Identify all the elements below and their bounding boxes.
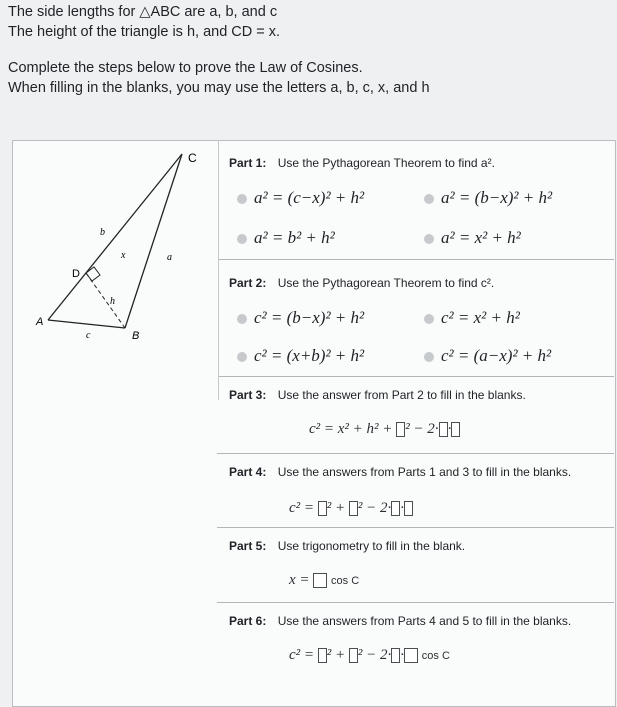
part-5-label: Part 5: [229,539,267,553]
eq-text: ² [326,647,332,663]
right-angle-mark [86,267,100,281]
radio-icon[interactable] [424,194,434,204]
radio-icon[interactable] [424,352,434,362]
eq-text: + [331,500,349,516]
blank-input-3[interactable] [391,501,400,516]
part-1-option-1[interactable] [237,188,364,208]
part-4-section [217,454,614,528]
cos-text: cos C [421,650,450,662]
eq-text: c² = [289,647,318,663]
eq-text: − 2· [362,500,392,516]
part-1-section [219,140,614,260]
part-6-label: Part 6: [229,614,267,628]
blank-input-3[interactable] [391,648,400,663]
eq-text: x = [289,572,314,588]
side-a [125,154,182,328]
part-3-instruction: Use the answer from Part 2 to fill in the blanks. [277,388,526,402]
radio-icon[interactable] [424,234,434,244]
part-6-header [229,614,571,628]
radio-icon[interactable] [237,314,247,324]
blank-input-1[interactable] [313,573,327,588]
blank-input-3[interactable] [451,422,460,437]
eq-text: ² [405,421,410,437]
part-1-header [229,156,495,170]
part-5-equation [289,572,359,589]
eq-text: c² = x² + h² + [309,421,397,437]
part-2-option-3[interactable] [237,346,364,366]
part-6-equation [289,647,450,664]
option-text: a² = (b−x)² + h² [441,188,553,207]
radio-icon[interactable] [424,314,434,324]
blank-input-4[interactable] [404,501,413,516]
label-D: D [72,268,80,280]
eq-text: ² [357,647,363,663]
part-4-instruction: Use the answers from Parts 1 and 3 to fill in the blanks. [277,465,572,479]
blank-input-2[interactable] [349,501,358,516]
option-text: c² = (a−x)² + h² [441,346,552,365]
blank-input-1[interactable] [318,501,327,516]
label-a: a [167,252,172,263]
intro-line-3: Complete the steps below to prove the Law of Cosines. [8,60,363,76]
part-4-header [229,465,571,479]
radio-icon[interactable] [237,194,247,204]
intro-line-2: The height of the triangle is h, and CD = x. [8,24,281,40]
problem-statement [8,2,280,42]
part-3-section [217,377,614,454]
label-b: b [100,227,105,238]
part-2-option-1[interactable] [237,308,364,328]
option-text: a² = x² + h² [441,228,521,247]
option-text: c² = (x+b)² + h² [254,346,365,365]
eq-text: · [447,421,452,437]
part-1-option-3[interactable] [237,228,335,248]
part-3-header [229,388,526,402]
cos-text: cos C [331,575,360,587]
part-1-instruction: Use the Pythagorean Theorem to find a². [277,156,495,170]
eq-text: · [400,500,405,516]
label-B: B [132,330,140,342]
part-3-equation [309,421,460,438]
side-c [48,320,125,328]
part-1-label: Part 1: [229,156,267,170]
instructions [8,58,430,98]
part-4-equation [289,500,413,517]
blank-input-4[interactable] [404,648,418,663]
blank-input-1[interactable] [318,648,327,663]
blank-input-2[interactable] [349,648,358,663]
radio-icon[interactable] [237,352,247,362]
part-2-label: Part 2: [229,276,267,290]
option-text: a² = b² + h² [254,228,335,247]
part-5-instruction: Use trigonometry to fill in the blank. [277,539,466,553]
eq-text: − 2· [409,421,439,437]
intro-line-4: When filling in the blanks, you may use the letters a, b, c, x, and h [8,80,430,96]
part-2-instruction: Use the Pythagorean Theorem to find c². [277,276,495,290]
part-2-section [219,260,614,377]
blank-input-2[interactable] [439,422,448,437]
eq-text: · [400,647,405,663]
eq-text: − 2· [362,647,392,663]
option-text: c² = x² + h² [441,308,520,327]
side-b [48,154,182,320]
eq-text: + [331,647,349,663]
part-3-label: Part 3: [229,388,267,402]
part-4-label: Part 4: [229,465,267,479]
part-6-section [217,603,614,700]
part-5-section [217,528,614,603]
radio-icon[interactable] [237,234,247,244]
part-6-instruction: Use the answers from Parts 4 and 5 to fill in the blanks. [277,614,572,628]
part-5-header [229,539,465,553]
eq-text: ² [326,500,332,516]
part-2-header [229,276,494,290]
part-1-option-2[interactable] [424,188,552,208]
part-2-option-4[interactable] [424,346,551,366]
blank-input-1[interactable] [396,422,405,437]
label-c: c [86,330,91,341]
option-text: c² = (b−x)² + h² [254,308,365,327]
label-h: h [110,296,115,307]
option-text: a² = (c−x)² + h² [254,188,365,207]
eq-text: ² [357,500,363,516]
label-x: x [121,250,126,261]
intro-line-1: The side lengths for △ABC are a, b, and c [8,4,278,20]
triangle-figure [12,140,218,400]
label-A: A [36,316,44,328]
eq-text: c² = [289,500,318,516]
part-1-option-4[interactable] [424,228,521,248]
part-2-option-2[interactable] [424,308,520,328]
label-C: C [188,151,197,165]
